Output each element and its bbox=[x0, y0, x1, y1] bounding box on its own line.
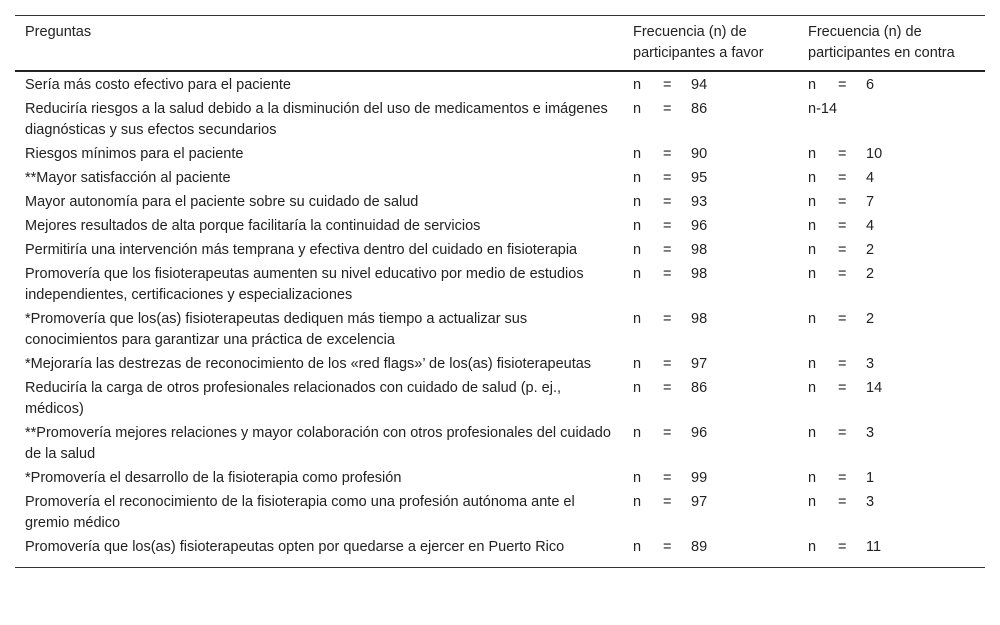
question-cell: Reduciría la carga de otros profesionales relacionados con cuidado de salud (p. ej., médicos) bbox=[25, 380, 562, 417]
contra-value: 3 bbox=[866, 494, 875, 510]
table-row bbox=[15, 191, 985, 215]
question-cell: *Promovería que los(as) fisioterapeutas dediquen más tiempo a actualizar sus conocimientos para garantizar una práctica de excelencia bbox=[25, 311, 528, 348]
question-cell: Promovería que los(as) fisioterapeutas opten por quedarse a ejercer en Puerto Rico bbox=[15, 536, 623, 568]
n-label: n bbox=[633, 311, 642, 327]
question-cell: Mayor autonomía para el paciente sobre su cuidado de salud bbox=[25, 194, 419, 210]
contra-value: 1 bbox=[866, 470, 875, 486]
equals-sign: = bbox=[663, 380, 672, 396]
favor-value: 97 bbox=[691, 356, 708, 372]
favor-cell bbox=[623, 143, 798, 167]
favor-cell bbox=[623, 422, 798, 467]
table-row bbox=[15, 143, 985, 167]
n-label: n bbox=[633, 470, 642, 486]
contra-value: 3 bbox=[866, 425, 875, 441]
contra-value: 2 bbox=[866, 242, 875, 258]
table-row bbox=[15, 422, 985, 467]
equals-sign: = bbox=[838, 539, 847, 555]
equals-sign: = bbox=[663, 356, 672, 372]
equals-sign: = bbox=[663, 146, 672, 162]
n-label: n bbox=[808, 470, 817, 486]
n-label: n bbox=[808, 218, 817, 234]
header-row bbox=[15, 16, 985, 72]
n-label: n bbox=[633, 170, 642, 186]
equals-sign: = bbox=[663, 425, 672, 441]
equals-sign: = bbox=[838, 470, 847, 486]
favor-cell bbox=[623, 263, 798, 308]
equals-sign: = bbox=[838, 425, 847, 441]
favor-cell bbox=[623, 353, 798, 377]
n-label: n bbox=[808, 77, 817, 93]
equals-sign: = bbox=[663, 218, 672, 234]
favor-cell bbox=[623, 239, 798, 263]
question-cell: Promovería que los fisioterapeutas aumenten su nivel educativo por medio de estudios independientes, certificaciones y especializaciones bbox=[25, 266, 584, 303]
n-label: n bbox=[633, 194, 642, 210]
favor-cell bbox=[623, 308, 798, 353]
equals-sign: = bbox=[663, 311, 672, 327]
header-favor: Frecuencia (n) de participantes a favor bbox=[623, 16, 798, 72]
favor-cell bbox=[623, 377, 798, 422]
n-label: n bbox=[633, 425, 642, 441]
question-cell: *Promovería el desarrollo de la fisioterapia como profesión bbox=[25, 470, 402, 486]
table-row bbox=[15, 491, 985, 536]
contra-value: 6 bbox=[866, 77, 875, 93]
favor-value: 99 bbox=[691, 470, 708, 486]
favor-cell bbox=[623, 491, 798, 536]
favor-cell bbox=[623, 536, 798, 568]
equals-sign: = bbox=[838, 380, 847, 396]
table-row bbox=[15, 263, 985, 308]
table-row bbox=[15, 215, 985, 239]
header-questions: Preguntas bbox=[15, 16, 623, 72]
favor-value: 98 bbox=[691, 311, 708, 327]
survey-table bbox=[15, 15, 985, 568]
contra-value: 3 bbox=[866, 356, 875, 372]
n-label: n bbox=[633, 266, 642, 282]
contra-value: n-14 bbox=[808, 101, 838, 117]
contra-value: 4 bbox=[866, 170, 875, 186]
header-contra: Frecuencia (n) de participantes en contra bbox=[798, 16, 985, 72]
favor-cell bbox=[623, 467, 798, 491]
table-row bbox=[15, 71, 985, 98]
n-label: n bbox=[633, 218, 642, 234]
favor-cell bbox=[623, 191, 798, 215]
favor-value: 93 bbox=[691, 194, 708, 210]
favor-value: 94 bbox=[691, 77, 708, 93]
question-cell: **Promovería mejores relaciones y mayor colaboración con otros profesionales del cuidado de la salud bbox=[25, 425, 611, 462]
n-label: n bbox=[808, 311, 817, 327]
contra-cell bbox=[798, 143, 985, 167]
table-row bbox=[15, 377, 985, 422]
question-cell: Mejores resultados de alta porque facilitaría la continuidad de servicios bbox=[25, 218, 481, 234]
n-label: n bbox=[808, 356, 817, 372]
contra-value: 11 bbox=[866, 539, 882, 555]
question-cell: Riesgos mínimos para el paciente bbox=[25, 146, 244, 162]
equals-sign: = bbox=[663, 77, 672, 93]
contra-cell bbox=[798, 353, 985, 377]
contra-cell bbox=[798, 191, 985, 215]
equals-sign: = bbox=[838, 266, 847, 282]
table-row bbox=[15, 167, 985, 191]
contra-value: 7 bbox=[866, 194, 875, 210]
equals-sign: = bbox=[663, 266, 672, 282]
favor-cell bbox=[623, 98, 798, 143]
equals-sign: = bbox=[663, 539, 672, 555]
table-row bbox=[15, 98, 985, 143]
favor-value: 98 bbox=[691, 242, 708, 258]
n-label: n bbox=[808, 494, 817, 510]
contra-value: 10 bbox=[866, 146, 883, 162]
contra-cell bbox=[798, 98, 985, 143]
equals-sign: = bbox=[663, 470, 672, 486]
contra-cell bbox=[798, 536, 985, 568]
favor-value: 90 bbox=[691, 146, 708, 162]
table-row bbox=[15, 536, 985, 568]
equals-sign: = bbox=[838, 311, 847, 327]
table-row bbox=[15, 308, 985, 353]
n-label: n bbox=[633, 101, 642, 117]
table-row bbox=[15, 467, 985, 491]
n-label: n bbox=[633, 380, 642, 396]
favor-value: 86 bbox=[691, 101, 708, 117]
contra-cell bbox=[798, 215, 985, 239]
table-row bbox=[15, 239, 985, 263]
favor-value: 97 bbox=[691, 494, 708, 510]
contra-cell bbox=[798, 491, 985, 536]
contra-value: 14 bbox=[866, 380, 883, 396]
equals-sign: = bbox=[838, 356, 847, 372]
contra-value: 2 bbox=[866, 311, 875, 327]
question-cell: Permitiría una intervención más temprana y efectiva dentro del cuidado en fisioterapia bbox=[25, 242, 578, 258]
n-label: n bbox=[808, 266, 817, 282]
n-label: n bbox=[633, 242, 642, 258]
n-label: n bbox=[808, 170, 817, 186]
question-cell: Promovería el reconocimiento de la fisioterapia como una profesión autónoma ante el gremio médico bbox=[25, 494, 575, 531]
contra-cell bbox=[798, 263, 985, 308]
contra-cell bbox=[798, 167, 985, 191]
equals-sign: = bbox=[663, 194, 672, 210]
survey-table-container bbox=[15, 15, 985, 568]
contra-cell bbox=[798, 377, 985, 422]
table-row bbox=[15, 353, 985, 377]
question-cell: *Mejoraría las destrezas de reconocimiento de los «red flags»’ de los(as) fisioterapeutas bbox=[25, 356, 592, 372]
favor-value: 89 bbox=[691, 539, 708, 555]
n-label: n bbox=[633, 356, 642, 372]
contra-cell bbox=[798, 422, 985, 467]
favor-cell bbox=[623, 71, 798, 98]
n-label: n bbox=[633, 77, 642, 93]
contra-cell bbox=[798, 239, 985, 263]
favor-value: 96 bbox=[691, 218, 708, 234]
n-label: n bbox=[808, 146, 817, 162]
contra-cell bbox=[798, 308, 985, 353]
favor-value: 96 bbox=[691, 425, 708, 441]
equals-sign: = bbox=[838, 146, 847, 162]
n-label: n bbox=[808, 425, 817, 441]
equals-sign: = bbox=[838, 170, 847, 186]
n-label: n bbox=[633, 146, 642, 162]
question-cell: Sería más costo efectivo para el paciente bbox=[25, 77, 291, 93]
favor-cell bbox=[623, 167, 798, 191]
equals-sign: = bbox=[838, 242, 847, 258]
favor-value: 98 bbox=[691, 266, 708, 282]
table-body bbox=[15, 71, 985, 568]
n-label: n bbox=[808, 242, 817, 258]
contra-cell bbox=[798, 71, 985, 98]
contra-cell bbox=[798, 467, 985, 491]
question-cell: Reduciría riesgos a la salud debido a la disminución del uso de medicamentos e imágenes diagnósticas y sus efectos secundarios bbox=[25, 101, 608, 138]
equals-sign: = bbox=[663, 242, 672, 258]
favor-cell bbox=[623, 215, 798, 239]
question-cell: **Mayor satisfacción al paciente bbox=[25, 170, 231, 186]
contra-value: 4 bbox=[866, 218, 875, 234]
equals-sign: = bbox=[838, 77, 847, 93]
n-label: n bbox=[808, 194, 817, 210]
n-label: n bbox=[633, 539, 642, 555]
contra-value: 2 bbox=[866, 266, 875, 282]
n-label: n bbox=[633, 494, 642, 510]
equals-sign: = bbox=[838, 218, 847, 234]
n-label: n bbox=[808, 380, 817, 396]
equals-sign: = bbox=[838, 194, 847, 210]
equals-sign: = bbox=[663, 101, 672, 117]
n-label: n bbox=[808, 539, 817, 555]
equals-sign: = bbox=[663, 494, 672, 510]
favor-value: 95 bbox=[691, 170, 708, 186]
equals-sign: = bbox=[838, 494, 847, 510]
equals-sign: = bbox=[663, 170, 672, 186]
table-header bbox=[15, 16, 985, 72]
favor-value: 86 bbox=[691, 380, 708, 396]
